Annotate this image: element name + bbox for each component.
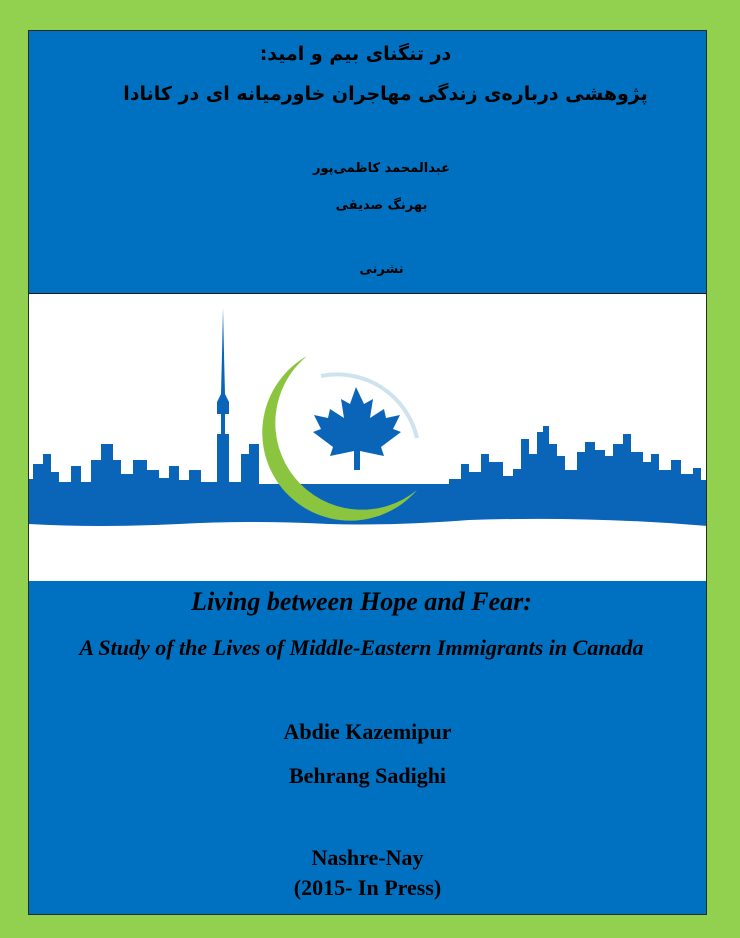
persian-title-line2: پژوهشی درباره‌ی زندگی مهاجران خاورمیانه ای در کانادا (123, 83, 648, 105)
publication-status: (2015- In Press) (293, 875, 442, 900)
maple-leaf (313, 387, 401, 470)
persian-author-1: عبدالمحمد کاظمی‌پور (313, 161, 450, 176)
persian-author-2: بهرنگ صدیقی (335, 198, 428, 213)
english-author-1: Abdie Kazemipur (283, 719, 452, 744)
persian-publisher: نشرنی (359, 262, 404, 277)
english-author-2: Behrang Sadighi (288, 763, 447, 788)
book-cover (28, 30, 707, 915)
english-subtitle: A Study of the Lives of Middle-Eastern Immigrants in Canada (79, 635, 644, 660)
english-publisher: Nashre-Nay (311, 845, 424, 870)
skyline-illustration (29, 294, 707, 581)
cover-illustration (29, 294, 706, 581)
persian-title-band (29, 31, 706, 294)
english-title-band (29, 581, 706, 915)
english-title: Living between Hope and Fear: (191, 587, 532, 616)
persian-title-line1: در تنگنای بیم و امید: (259, 43, 452, 65)
